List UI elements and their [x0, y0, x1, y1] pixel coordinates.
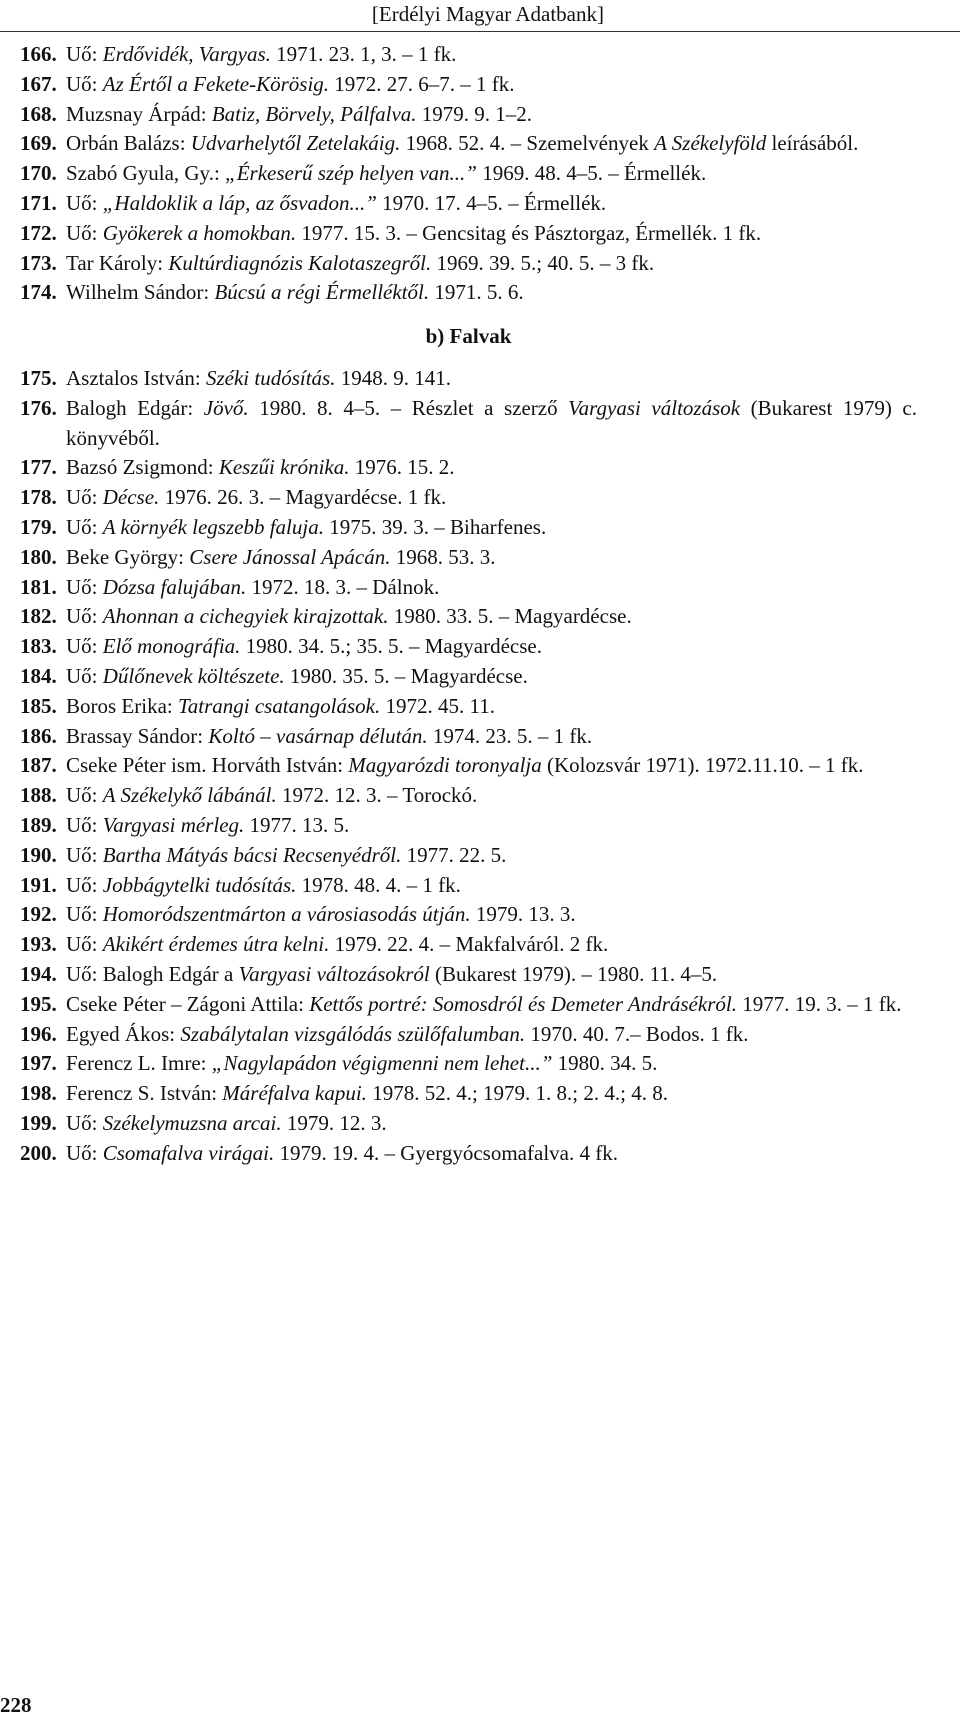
entry-text: [66, 1022, 749, 1046]
entry-title: Vargyasi változásokról: [238, 961, 430, 986]
entry-segment: Uő: Balogh Edgár a: [66, 961, 239, 986]
entry-segment: Uő:: [66, 872, 103, 897]
entry-segment: Tar Károly:: [66, 250, 169, 275]
entry-text: [66, 783, 477, 807]
bibliography-entry: [20, 364, 917, 394]
entry-segment: 1970. 17. 4–5. – Érmellék.: [376, 190, 607, 215]
entry-segment: Balogh Edgár:: [66, 395, 204, 420]
entry-text: [66, 221, 761, 245]
entry-segment: 1980. 33. 5. – Magyardécse.: [388, 604, 632, 629]
entry-text: [66, 932, 608, 956]
entry-number: 191.: [20, 872, 57, 897]
entry-segment: 1972. 18. 3. – Dálnok.: [246, 574, 440, 599]
bibliography-entry: [20, 930, 917, 960]
entry-text: [66, 455, 454, 479]
entry-number: 199.: [20, 1110, 57, 1135]
entry-title: Keszűi krónika.: [218, 455, 350, 480]
entry-segment: Uő:: [66, 514, 103, 539]
entry-text: [66, 1051, 657, 1075]
entry-segment: Brassay Sándor:: [66, 723, 209, 748]
entry-segment: 1979. 9. 1–2.: [416, 101, 533, 126]
entry-segment: 1977. 15. 3. – Gencsitag és Pásztorgaz, Érmellék. 1 fk.: [296, 220, 762, 245]
entry-text: [66, 161, 706, 185]
entry-title: A Székelyföld: [654, 131, 767, 156]
entry-segment: Egyed Ákos:: [66, 1021, 181, 1046]
entry-segment: 1979. 22. 4. – Makfalváról. 2 fk.: [329, 932, 609, 957]
entry-segment: Uő:: [66, 485, 103, 510]
entry-number: 172.: [20, 220, 57, 245]
bibliography-entry: [20, 1109, 917, 1139]
entry-segment: Uő:: [66, 783, 103, 808]
entry-number: 177.: [20, 455, 57, 480]
entry-segment: Uő:: [66, 1140, 103, 1165]
entry-number: 188.: [20, 783, 57, 808]
entry-text: [66, 251, 654, 275]
entry-number: 193.: [20, 932, 57, 957]
entry-title: „Haldoklik a láp, az ősvadon...”: [102, 190, 377, 215]
entry-text: [66, 873, 461, 897]
entry-segment: 1980. 34. 5.; 35. 5. – Magyardécse.: [240, 634, 542, 659]
entry-segment: Uő:: [66, 190, 103, 215]
bibliography-entry: [20, 543, 917, 573]
entry-segment: 1979. 13. 3.: [470, 902, 576, 927]
entry-segment: Uő:: [66, 71, 103, 96]
entry-number: 178.: [20, 485, 57, 510]
entry-title: A környék legszebb faluja.: [102, 514, 324, 539]
entry-text: [66, 1111, 387, 1135]
entry-number: 190.: [20, 842, 57, 867]
entry-title: Székelymuzsna arcai.: [102, 1110, 282, 1135]
entry-segment: 1975. 39. 3. – Biharfenes.: [323, 514, 547, 539]
page-number: 228: [0, 1693, 32, 1717]
entry-title: Jobbágytelki tudósítás.: [102, 872, 297, 897]
entry-title: Csere Jánossal Apácán.: [189, 544, 391, 569]
bibliography-entry: [20, 249, 917, 279]
entries-group-b: [20, 364, 917, 1169]
entry-segment: Wilhelm Sándor:: [66, 280, 215, 305]
entry-text: [66, 902, 576, 926]
entry-number: 171.: [20, 190, 57, 215]
entry-number: 198.: [20, 1081, 57, 1106]
entry-segment: 1969. 48. 4–5. – Érmellék.: [476, 161, 707, 186]
bibliography-entry: [20, 781, 917, 811]
entry-segment: 1980. 34. 5.: [552, 1051, 658, 1076]
entry-title: Erdővidék, Vargyas.: [102, 42, 271, 66]
section-title: b) Falvak: [425, 324, 512, 349]
entry-number: 187.: [20, 753, 57, 778]
entry-segment: Ferencz L. Imre:: [66, 1051, 212, 1076]
bibliography-entry: [20, 189, 917, 219]
entry-title: Széki tudósítás.: [205, 365, 336, 390]
entry-segment: 1970. 40. 7.– Bodos. 1 fk.: [525, 1021, 749, 1046]
entry-segment: Asztalos István:: [66, 365, 206, 390]
entry-text: [66, 72, 515, 96]
entry-segment: 1976. 15. 2.: [349, 455, 455, 480]
entry-number: 175.: [20, 365, 57, 390]
bibliography-entry: [20, 692, 917, 722]
bibliography-entry: [20, 159, 917, 189]
entry-segment: Uő:: [66, 663, 103, 688]
entry-segment: 1976. 26. 3. – Magyardécse. 1 fk.: [159, 485, 447, 510]
entry-text: [66, 191, 606, 215]
entry-number: 196.: [20, 1021, 57, 1046]
entry-text: [66, 813, 349, 837]
entry-segment: (Bukarest 1979). – 1980. 11. 4–5.: [429, 961, 718, 986]
bibliography-entry: [20, 1139, 917, 1169]
bibliography-entry: [20, 453, 917, 483]
entry-title: Décse.: [102, 485, 160, 510]
entry-number: 174.: [20, 280, 57, 305]
entry-number: 197.: [20, 1051, 57, 1076]
bibliography-entry: [20, 1020, 917, 1050]
entry-segment: 1980. 8. 4–5. – Részlet a szerző: [248, 395, 569, 420]
entry-segment: Cseke Péter ism. Horváth István:: [66, 753, 349, 778]
entry-text: [66, 131, 858, 155]
entry-segment: 1972. 12. 3. – Torockó.: [276, 783, 478, 808]
entry-segment: Uő:: [66, 604, 103, 629]
entry-number: 184.: [20, 663, 57, 688]
entry-title: Jövő.: [203, 395, 249, 420]
entry-text: [66, 992, 901, 1016]
entry-text: [66, 694, 495, 718]
bibliography-entry: [20, 100, 917, 130]
bibliography-entry: [20, 40, 917, 70]
entry-text: [66, 545, 496, 569]
bibliography-entry: [20, 70, 917, 100]
entry-segment: Szabó Gyula, Gy.:: [66, 161, 226, 186]
entry-number: 194.: [20, 961, 57, 986]
entry-title: Elő monográfia.: [102, 634, 241, 659]
entry-text: [66, 280, 524, 304]
bibliography-entry: [20, 129, 917, 159]
entry-segment: 1972. 45. 11.: [380, 693, 495, 718]
entry-text: [66, 664, 528, 688]
entry-text: [66, 962, 717, 986]
entry-segment: leírásából.: [766, 131, 859, 156]
bibliography-entry: [20, 483, 917, 513]
header-rule: [0, 31, 960, 32]
entry-number: 185.: [20, 693, 57, 718]
entry-number: 169.: [20, 131, 57, 156]
entry-segment: 1977. 19. 3. – 1 fk.: [736, 991, 902, 1016]
entry-number: 180.: [20, 544, 57, 569]
entry-number: 173.: [20, 250, 57, 275]
entry-segment: 1979. 12. 3.: [281, 1110, 387, 1135]
entry-title: Homoródszentmárton a városiasodás útján.: [102, 902, 471, 927]
entries-group-a: [20, 40, 917, 308]
entry-number: 189.: [20, 812, 57, 837]
entry-segment: 1978. 52. 4.; 1979. 1. 8.; 2. 4.; 4. 8.: [366, 1081, 668, 1106]
entry-text: [66, 634, 542, 658]
entry-number: 170.: [20, 161, 57, 186]
entry-number: 182.: [20, 604, 57, 629]
bibliography-entry: [20, 990, 917, 1020]
entry-title: Magyarózdi toronyalja: [348, 753, 542, 778]
entry-title: Dózsa falujában.: [102, 574, 247, 599]
entry-title: Kettős portré: Somosdról és Demeter Andrásékról.: [309, 991, 737, 1016]
entry-text: [66, 1141, 618, 1165]
entry-segment: Uő:: [66, 812, 103, 837]
entry-segment: Uő:: [66, 574, 103, 599]
entry-text: [66, 396, 917, 450]
entry-title: Kultúrdiagnózis Kalotaszegről.: [168, 250, 432, 275]
entry-title: Batiz, Börvely, Pálfalva.: [211, 101, 417, 126]
entry-number: 186.: [20, 723, 57, 748]
entry-segment: 1972. 27. 6–7. – 1 fk.: [329, 71, 515, 96]
entry-title: „Nagylapádon végigmenni nem lehet...”: [211, 1051, 553, 1076]
entry-text: [66, 843, 506, 867]
entry-text: [66, 724, 592, 748]
entry-segment: (Kolozsvár 1971). 1972.11.10. – 1 fk.: [541, 753, 864, 778]
bibliography-entry: [20, 513, 917, 543]
entry-text: [66, 1081, 668, 1105]
bibliography-entry: [20, 751, 917, 781]
entry-title: Koltó – vasárnap délután.: [208, 723, 428, 748]
entry-number: 200.: [20, 1140, 57, 1165]
entry-title: Bartha Mátyás bácsi Recsenyédről.: [102, 842, 402, 867]
entry-title: Akikért érdemes útra kelni.: [102, 932, 330, 957]
page-header: [Erdélyi Magyar Adatbank]: [371, 2, 604, 26]
bibliography-entry: [20, 871, 917, 901]
entry-segment: 1980. 35. 5. – Magyardécse.: [284, 663, 528, 688]
bibliography-entry: [20, 573, 917, 603]
bibliography-entry: [20, 1079, 917, 1109]
bibliography-entry: [20, 662, 917, 692]
entry-segment: 1974. 23. 5. – 1 fk.: [427, 723, 593, 748]
entry-segment: 1968. 53. 3.: [390, 544, 496, 569]
entry-number: 192.: [20, 902, 57, 927]
bibliography-list: [20, 40, 917, 1168]
bibliography-entry: [20, 394, 917, 454]
bibliography-entry: [20, 811, 917, 841]
entry-segment: Uő:: [66, 842, 103, 867]
entry-segment: 1968. 52. 4. – Szemelvények: [400, 131, 655, 156]
entry-title: Csomafalva virágai.: [102, 1140, 275, 1165]
entry-text: [66, 366, 451, 390]
entry-number: 168.: [20, 101, 57, 126]
entry-number: 179.: [20, 514, 57, 539]
entry-number: 181.: [20, 574, 57, 599]
entry-text: [66, 604, 632, 628]
entry-number: 195.: [20, 991, 57, 1016]
entry-number: 167.: [20, 71, 57, 96]
entry-number: 183.: [20, 634, 57, 659]
entry-number: 166.: [20, 42, 57, 66]
entry-segment: (Bukarest 1979) c. könyvéből.: [66, 395, 917, 450]
entry-segment: Orbán Balázs:: [66, 131, 191, 156]
entry-segment: 1971. 23. 1, 3. – 1 fk.: [270, 42, 457, 66]
entry-title: Tatrangi csatangolások.: [177, 693, 381, 718]
entry-text: [66, 42, 456, 66]
entry-title: Búcsú a régi Érmelléktől.: [214, 280, 430, 305]
entry-segment: Uő:: [66, 932, 103, 957]
entry-segment: Cseke Péter – Zágoni Attila:: [66, 991, 310, 1016]
entry-segment: 1977. 22. 5.: [401, 842, 507, 867]
entry-text: [66, 485, 446, 509]
entry-title: A Székelykő lábánál.: [102, 783, 277, 808]
entry-segment: 1979. 19. 4. – Gyergyócsomafalva. 4 fk.: [274, 1140, 618, 1165]
entry-text: [66, 753, 864, 777]
entry-segment: Uő:: [66, 220, 103, 245]
entry-segment: Uő:: [66, 42, 103, 66]
entry-text: [66, 575, 439, 599]
bibliography-entry: [20, 278, 917, 308]
entry-text: [66, 515, 546, 539]
entry-segment: Uő:: [66, 902, 103, 927]
bibliography-entry: [20, 602, 917, 632]
entry-segment: 1971. 5. 6.: [429, 280, 524, 305]
entry-segment: Boros Erika:: [66, 693, 178, 718]
entry-title: Vargyasi változások: [568, 395, 741, 420]
bibliography-entry: [20, 219, 917, 249]
entry-segment: 1977. 13. 5.: [244, 812, 350, 837]
entry-title: Máréfalva kapui.: [222, 1081, 367, 1106]
entry-title: „Érkeserű szép helyen van...”: [225, 161, 477, 186]
entry-segment: Uő:: [66, 634, 103, 659]
bibliography-entry: [20, 722, 917, 752]
bibliography-entry: [20, 841, 917, 871]
entry-title: Az Értől a Fekete-Körösig.: [102, 71, 330, 96]
entry-segment: Bazsó Zsigmond:: [66, 455, 219, 480]
entry-number: 176.: [20, 395, 57, 420]
bibliography-entry: [20, 1049, 917, 1079]
entry-segment: Uő:: [66, 1110, 103, 1135]
entry-segment: Muzsnay Árpád:: [66, 101, 212, 126]
bibliography-entry: [20, 960, 917, 990]
entry-title: Szabálytalan vizsgálódás szülőfalumban.: [180, 1021, 526, 1046]
entry-segment: Beke György:: [66, 544, 190, 569]
entry-title: Dűlőnevek költészete.: [102, 663, 285, 688]
entry-title: Gyökerek a homokban.: [102, 220, 297, 245]
entry-segment: 1969. 39. 5.; 40. 5. – 3 fk.: [431, 250, 655, 275]
entry-title: Ahonnan a cichegyiek kirajzottak.: [102, 604, 389, 629]
entry-segment: 1948. 9. 141.: [335, 365, 451, 390]
entry-title: Vargyasi mérleg.: [102, 812, 245, 837]
entry-text: [66, 102, 532, 126]
bibliography-entry: [20, 632, 917, 662]
bibliography-entry: [20, 900, 917, 930]
entry-segment: 1978. 48. 4. – 1 fk.: [296, 872, 461, 897]
entry-title: Udvarhelytől Zetelakáig.: [190, 131, 401, 156]
entry-segment: Ferencz S. István:: [66, 1081, 223, 1106]
